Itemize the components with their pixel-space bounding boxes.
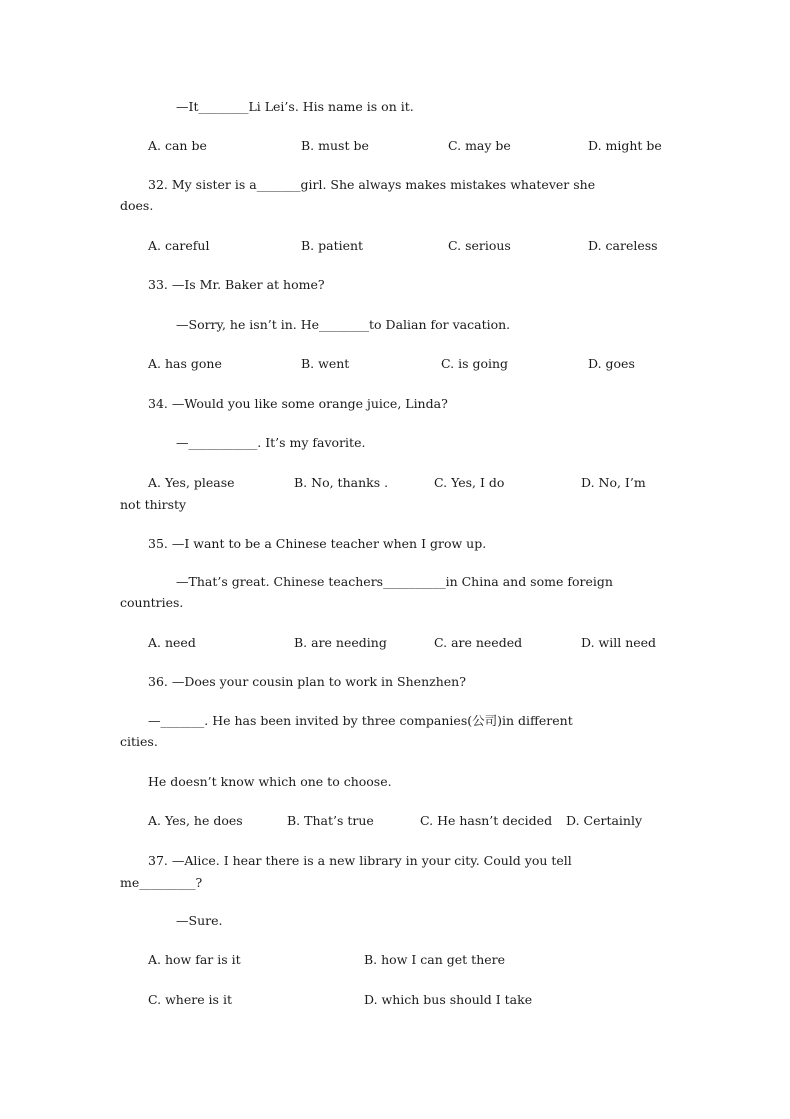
q31-option-a: A. can be [148, 138, 207, 153]
q33-dialog: —Sorry, he isn’t in. He________to Dalian for vacation. [176, 317, 511, 332]
q36-option-c: C. He hasn’t decided [420, 813, 553, 828]
q35-option-b: B. are needing [294, 635, 387, 650]
q36-stem: 36. —Does your cousin plan to work in Shenzhen? [148, 674, 466, 689]
q33-stem: 33. —Is Mr. Baker at home? [148, 277, 325, 292]
q35-option-a: A. need [148, 635, 196, 650]
q34-option-d-continued: not thirsty [120, 497, 187, 512]
q33-option-c: C. is going [441, 356, 509, 371]
q33-option-d: D. goes [588, 356, 635, 371]
q37-option-d: D. which bus should I take [364, 992, 533, 1007]
q34-option-c: C. Yes, I do [434, 475, 505, 490]
q34-stem: 34. —Would you like some orange juice, Linda? [148, 396, 448, 411]
q37-dialog: —Sure. [176, 913, 223, 928]
q33-option-b: B. went [301, 356, 350, 371]
q36-option-a: A. Yes, he does [148, 813, 243, 828]
q31-option-b: B. must be [301, 138, 369, 153]
q36-dialog-line1: —_______. He has been invited by three companies(公司)in different [148, 713, 573, 728]
q31-option-d: D. might be [588, 138, 662, 153]
q32-stem-line2: does. [120, 198, 154, 213]
q32-option-b: B. patient [301, 238, 364, 253]
q35-stem: 35. —I want to be a Chinese teacher when I grow up. [148, 536, 487, 551]
q36-dialog-line3: He doesn’t know which one to choose. [148, 774, 392, 789]
q34-dialog: —___________. It’s my favorite. [176, 435, 366, 450]
q33-option-a: A. has gone [148, 356, 222, 371]
q32-option-d: D. careless [588, 238, 658, 253]
q32-option-a: A. careful [148, 238, 210, 253]
q36-dialog-line2: cities. [120, 734, 158, 749]
q37-option-b: B. how I can get there [364, 952, 506, 967]
q37-option-a: A. how far is it [148, 952, 241, 967]
q37-option-c: C. where is it [148, 992, 232, 1007]
q36-option-d: D. Certainly [566, 813, 643, 828]
q31-dialog: —It________Li Lei’s. His name is on it. [176, 99, 414, 114]
q37-stem-line1: 37. —Alice. I hear there is a new library in your city. Could you tell [148, 853, 572, 868]
q34-option-b: B. No, thanks . [294, 475, 389, 490]
q36-option-b: B. That’s true [287, 813, 374, 828]
q37-stem-line2: me_________? [120, 875, 203, 890]
q34-option-d: D. No, I’m [581, 475, 646, 490]
q35-option-c: C. are needed [434, 635, 523, 650]
q34-option-a: A. Yes, please [148, 475, 235, 490]
q32-stem-line1: 32. My sister is a_______girl. She always makes mistakes whatever she [148, 177, 596, 192]
q31-option-c: C. may be [448, 138, 511, 153]
q35-option-d: D. will need [581, 635, 657, 650]
q35-dialog-line2: countries. [120, 595, 184, 610]
q32-option-c: C. serious [448, 238, 511, 253]
q35-dialog-line1: —That’s great. Chinese teachers__________in China and some foreign [176, 574, 613, 589]
